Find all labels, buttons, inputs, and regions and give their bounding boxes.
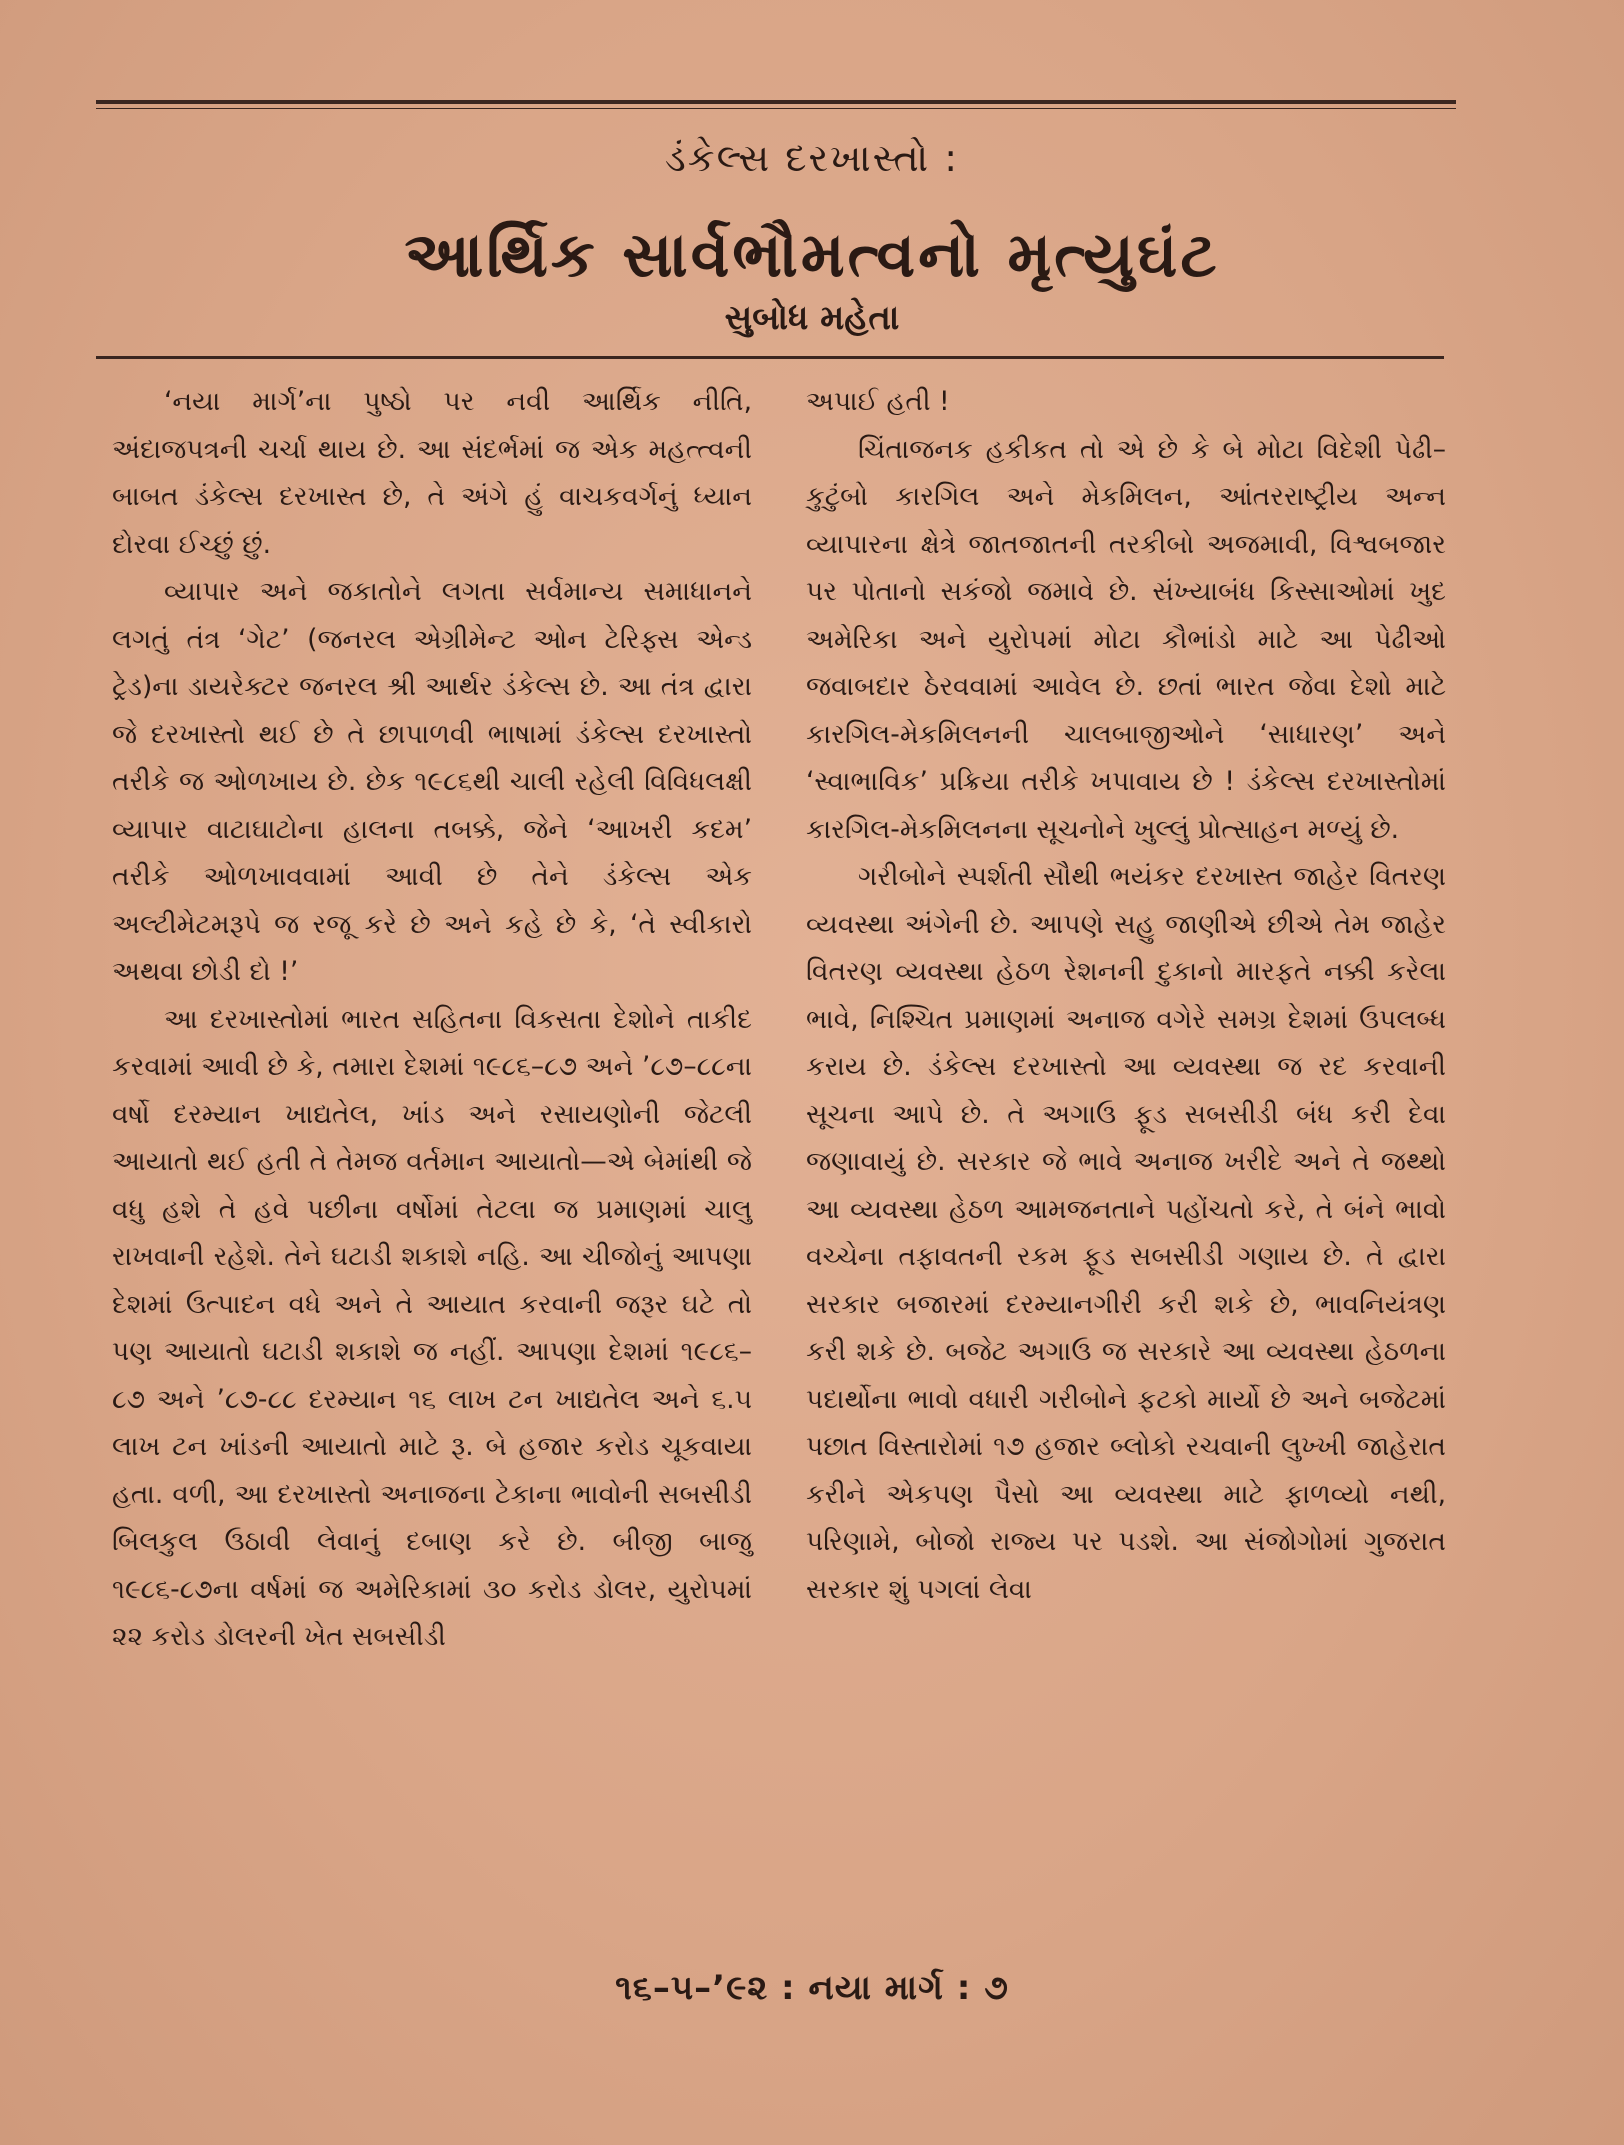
right-column xyxy=(806,378,1446,1613)
page-footer: ૧૬–૫–’૯૨ : નયા માર્ગ : ૭ xyxy=(615,1968,1009,2008)
header-rule xyxy=(96,356,1444,359)
top-rule-thin xyxy=(96,108,1456,109)
left-column xyxy=(112,378,752,1661)
continuation-line: અપાઈ હતી ! xyxy=(806,386,950,417)
paragraph: ગરીબોને સ્પર્શતી સૌથી ભયંકર દરખાસ્ત જાહેર વિતરણ વ્યવસ્થા અંગેની છે. આપણે સહુ જાણીએ છીએ તેમ જાહેર વિતરણ વ્યવસ્થા હેઠળ રેશનની દુકાનો મારફતે નક્કી કરેલા ભાવે, નિશ્ચિત પ્રમાણમાં અનાજ વગેરે સમગ્ર દેશમાં ઉપલબ્ધ કરાય છે. ડંકેલ્સ દરખાસ્તો આ વ્યવસ્થા જ રદ કરવાની સૂચના આપે છે. તે અગાઉ ફૂડ સબસીડી બંધ કરી દેવા જણાવાયું છે. સરકાર જે ભાવે અનાજ ખરીદે અને તે જથ્થો આ વ્યવસ્થા હેઠળ આમજનતાને પહોંચતો કરે, તે બંને ભાવો વચ્ચેના તફાવતની રકમ ફૂડ સબસીડી ગણાય છે. તે દ્વારા સરકાર બજારમાં દરમ્યાનગીરી કરી શકે છે, ભાવનિયંત્રણ કરી શકે છે. બજેટ અગાઉ જ સરકારે આ વ્યવસ્થા હેઠળના પદાર્થોના ભાવો વધારી ગરીબોને ફટકો માર્યો છે અને બજેટમાં પછાત વિસ્તારોમાં ૧૭ હજાર બ્લોકો રચવાની લુખ્ખી જાહેરાત કરીને એકપણ પૈસો આ વ્યવસ્થા માટે ફાળવ્યો નથી, પરિણામે, બોજો રાજ્ય પર પડશે. આ સંજોગોમાં ગુજરાત સરકાર શું પગલાં લેવા xyxy=(806,861,1446,1605)
paragraph: ચિંતાજનક હકીકત તો એ છે કે બે મોટા વિદેશી પેઢી–કુટુંબો કારગિલ અને મેકમિલન, આંતરરાષ્ટ્રીય અન્ન વ્યાપારના ક્ષેત્રે જાતજાતની તરકીબો અજમાવી, વિશ્વબજાર પર પોતાનો સકંજો જમાવે છે. સંખ્યાબંધ કિસ્સાઓમાં ખુદ અમેરિકા અને યુરોપમાં મોટા કૌભાંડો માટે આ પેઢીઓ જવાબદાર ઠેરવવામાં આવેલ છે. છતાં ભારત જેવા દેશો માટે કારગિલ-મેકમિલનની ચાલબાજીઓને ‘સાધારણ’ અને ‘સ્વાભાવિક’ પ્રક્રિયા તરીકે ખપાવાય છે ! ડંકેલ્સ દરખાસ્તોમાં કારગિલ-મેકમિલનના સૂચનોને ખુલ્લું પ્રોત્સાહન મળ્યું છે. xyxy=(806,433,1446,845)
article-kicker: ડંકેલ્સ દરખાસ્તો : xyxy=(664,136,960,180)
paragraph: વ્યાપાર અને જકાતોને લગતા સર્વમાન્ય સમાધાનને લગતું તંત્ર ‘ગેટ’ (જનરલ એગ્રીમેન્ટ ઓન ટેરિફ્સ એન્ડ ટ્રેડ)ના ડાયરેક્ટર જનરલ શ્રી આર્થર ડંકેલ્સ છે. આ તંત્ર દ્વારા જે દરખાસ્તો થઈ છે તે છાપાળવી ભાષામાં ડંકેલ્સ દરખાસ્તો તરીકે જ ઓળખાય છે. છેક ૧૯૮૬થી ચાલી રહેલી વિવિધલક્ષી વ્યાપાર વાટાઘાટોના હાલના તબક્કે, જેને ‘આખરી કદમ’ તરીકે ઓળખાવવામાં આવી છે તેને ડંકેલ્સ એક અલ્ટીમેટમરૂપે જ રજૂ કરે છે અને કહે છે કે, ‘તે સ્વીકારો અથવા છોડી દો !’ xyxy=(112,576,752,987)
paragraph: ‘નયા માર્ગ’ના પુષ્ઠો પર નવી આર્થિક નીતિ, અંદાજપત્રની ચર્ચા થાય છે. આ સંદર્ભમાં જ એક મહત્ત્વની બાબત ડંકેલ્સ દરખાસ્ત છે, તે અંગે હું વાચકવર્ગનું ધ્યાન દોરવા ઈચ્છું છું. xyxy=(112,386,752,560)
paragraph: આ દરખાસ્તોમાં ભારત સહિતના વિકસતા દેશોને તાકીદ કરવામાં આવી છે કે, તમારા દેશમાં ૧૯૮૬–૮૭ અને ’૮૭–૮૮ના વર્ષો દરમ્યાન ખાદ્યતેલ, ખાંડ અને રસાયણોની જેટલી આયાતો થઈ હતી તે તેમજ વર્તમાન આયાતો—એ બેમાંથી જે વધુ હશે તે હવે પછીના વર્ષોમાં તેટલા જ પ્રમાણમાં ચાલુ રાખવાની રહેશે. તેને ઘટાડી શકાશે નહિ. આ ચીજોનું આપણા દેશમાં ઉત્પાદન વધે અને તે આયાત કરવાની જરૂર ઘટે તો પણ આયાતો ઘટાડી શકાશે જ નહીં. આપણા દેશમાં ૧૯૮૬–૮૭ અને ’૮૭-૮૮ દરમ્યાન ૧૬ લાખ ટન ખાદ્યતેલ અને ૬.૫ લાખ ટન ખાંડની આયાતો માટે રૂ. બે હજાર કરોડ ચૂકવાયા હતા. વળી, આ દરખાસ્તો અનાજના ટેકાના ભાવોની સબસીડી બિલકુલ ઉઠાવી લેવાનું દબાણ કરે છે. બીજી બાજુ ૧૯૮૬-૮૭ના વર્ષમાં જ અમેરિકામાં ૩૦ કરોડ ડોલર, યુરોપમાં ૨૨ કરોડ ડોલરની ખેત સબસીડી xyxy=(112,1003,752,1652)
article-headline: આર્થિક સાર્વભૌમત્વનો મૃત્યુઘંટ xyxy=(404,218,1220,291)
top-rule xyxy=(96,100,1456,104)
author-byline: સુબોધ મહેતા xyxy=(724,298,900,338)
